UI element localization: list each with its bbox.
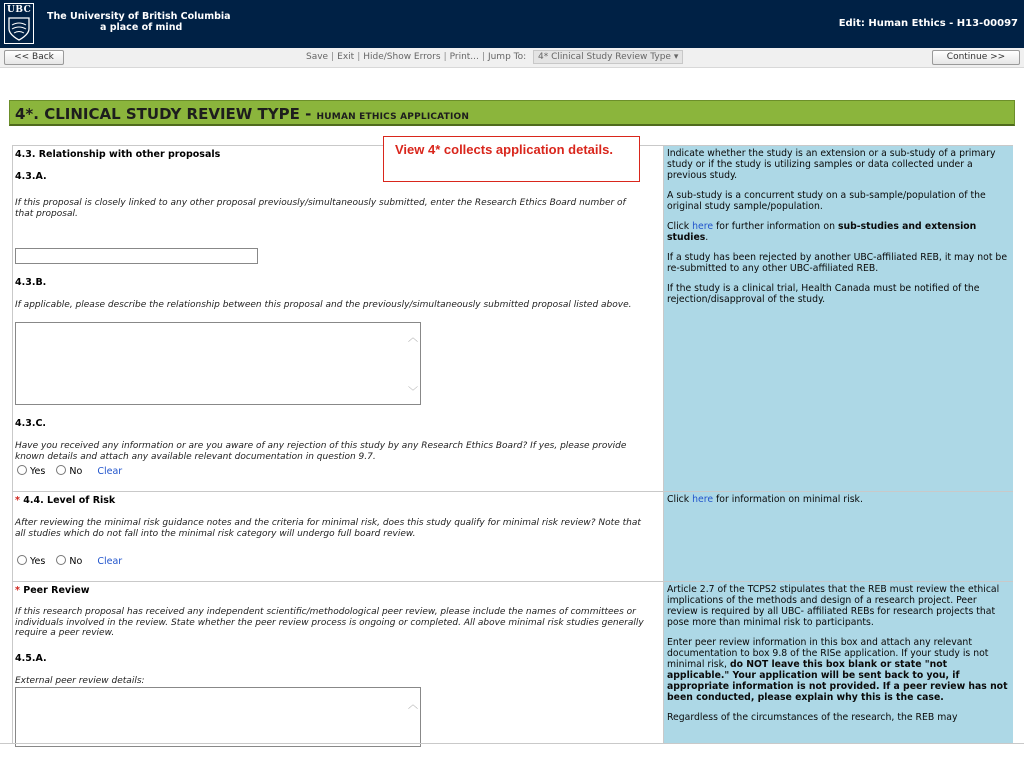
question-label-4-3-a: 4.3.A. [15,171,47,182]
rejection-radio-group [17,465,122,477]
help-text: If a study has been rejected by another UBC-affiliated REB, it may not be re-submitted to any other UBC-affiliated REB. [667,252,1008,274]
yes-label: Yes [30,556,46,567]
section-title [15,105,469,123]
question-label-4-3-b: 4.3.B. [15,277,47,288]
university-name: The University of British Columbia [47,11,231,22]
jump-to-selected-value: 4* Clinical Study Review Type [538,52,671,62]
question-row-risk [12,491,1013,581]
help-text-bold: sub-studies and extension studies [667,221,977,243]
question-text-4-3-c: Have you received any information or are you aware of any rejection of this study by any Research Ethics Board? If yes, please provide known details and attach any available relevant documentation in question 9.7. [15,441,627,462]
no-label: No [69,556,83,567]
reb-number-input[interactable] [15,248,258,264]
page-title: Edit: Human Ethics - H13-00097 [838,18,1018,29]
print-link[interactable]: Print... [449,52,479,62]
required-marker: * [15,585,20,596]
shield-icon [8,17,30,41]
yes-radio[interactable] [17,555,27,565]
app-header [0,0,1024,48]
ubc-crest-logo[interactable] [4,3,34,44]
help-text-bold: do NOT leave this box blank or state "not applicable." Your application will be sent back to you, if appropriate information is not provided. If a peer review has not been conducted, please explain why this is the case. [667,659,1008,703]
question-title-text: Peer Review [23,585,90,596]
clear-link[interactable]: Clear [97,466,123,477]
question-label-4-3-c: 4.3.C. [15,418,47,429]
help-text: Regardless of the circumstances of the research, the REB may [667,712,958,723]
hide-show-errors-link[interactable]: Hide/Show Errors [363,52,441,62]
help-text-part: for information on minimal risk. [713,494,863,505]
save-link[interactable]: Save [306,52,329,62]
jump-to-select[interactable] [533,50,683,64]
toolbar [0,48,1024,68]
question-label-4-5-a: 4.5.A. [15,653,47,664]
section-title-text: 4*. CLINICAL STUDY REVIEW TYPE - [15,105,317,123]
question-panel [12,492,662,581]
clear-link[interactable]: Clear [97,556,123,567]
no-radio[interactable] [56,555,66,565]
help-text: Indicate whether the study is an extension or a sub-study of a primary study or if the study is utilizing samples or data collected under a previous study. [667,148,996,181]
question-title [15,585,90,596]
help-text-part: . [705,232,709,243]
help-text [667,221,1010,243]
help-panel-risk [663,492,1013,581]
section-banner [9,100,1015,126]
help-text [667,637,1010,703]
chevron-down-icon: ▾ [673,52,679,62]
question-text-4-3-a: If this proposal is closely linked to any other proposal previously/simultaneously submitted, enter the Research Ethics Board number of that proposal. [15,198,626,219]
question-text-peer: If this research proposal has received any independent scientific/methodological peer review, please include the names of committees or individuals involved in the review. State whether the peer review process is ongoing or completed. All above minimal risk studies generally require a peer review. [15,607,644,638]
help-text: If the study is a clinical trial, Health Canada must be notified of the rejection/disapproval of the study. [667,283,980,305]
back-button[interactable]: << Back [4,50,64,65]
peer-review-details-textarea[interactable] [15,687,421,747]
no-radio[interactable] [56,465,66,475]
question-text-risk: After reviewing the minimal risk guidance notes and the criteria for minimal risk, does this study qualify for minimal risk review? Note that all studies which do not fall into the minimal risk category will undergo full board review. [15,518,641,539]
sub-studies-help-link[interactable]: here [692,221,714,232]
question-panel [12,146,662,491]
continue-button[interactable]: Continue >> [932,50,1020,65]
separator: | [481,52,485,62]
scroll-up-icon[interactable]: ︿ [408,333,418,344]
help-text-part: for further information on [713,221,838,232]
scroll-down-icon[interactable]: ﹀ [408,387,418,398]
question-title [15,495,115,506]
help-text [667,494,1010,505]
relationship-description-textarea[interactable] [15,322,421,405]
help-text-part: Click [667,221,693,232]
scroll-up-icon[interactable]: ︿ [408,700,418,711]
help-text-part: Enter peer review information in this box and attach any relevant documentation to box 9.8 of the RISe application. If your study is not minimal risk, [667,637,989,670]
separator: | [357,52,361,62]
no-label: No [69,466,83,477]
university-motto: a place of mind [100,22,183,33]
question-panel [12,582,662,743]
separator: | [443,52,447,62]
jump-to-label: Jump To: [487,52,527,62]
viewport-bottom-border [0,743,1024,744]
minimal-risk-help-link[interactable]: here [692,494,714,505]
risk-radio-group [17,555,122,567]
question-title: 4.3. Relationship with other proposals [15,149,221,160]
help-text: A sub-study is a concurrent study on a sub-sample/population of the original study sample/population. [667,190,986,212]
question-title-text: 4.4. Level of Risk [23,495,116,506]
exit-link[interactable]: Exit [337,52,355,62]
help-panel-peer-review [663,582,1013,743]
required-marker: * [15,495,20,506]
yes-radio[interactable] [17,465,27,475]
section-subtitle: HUMAN ETHICS APPLICATION [316,112,470,122]
yes-label: Yes [30,466,46,477]
question-text-4-3-b: If applicable, please describe the relationship between this proposal and the previously/simultaneously submitted proposal listed above. [15,300,632,310]
logo-text: UBC [7,5,32,15]
help-text: Article 2.7 of the TCPS2 stipulates that the REB must review the ethical implications of the methods and design of a research project. Peer review is required by all UBC- affiliated REBs for research projects that pose more than minimal risk to participants. [667,584,1000,628]
question-row-peer-review [12,581,1013,743]
annotation-callout: View 4* collects application details. [383,136,640,182]
toolbar-links [306,52,683,64]
question-row-relationship [12,145,1013,491]
help-text-part: Click [667,494,693,505]
help-panel-relationship [663,146,1013,491]
question-text-4-5-a: External peer review details: [15,676,145,686]
separator: | [331,52,335,62]
